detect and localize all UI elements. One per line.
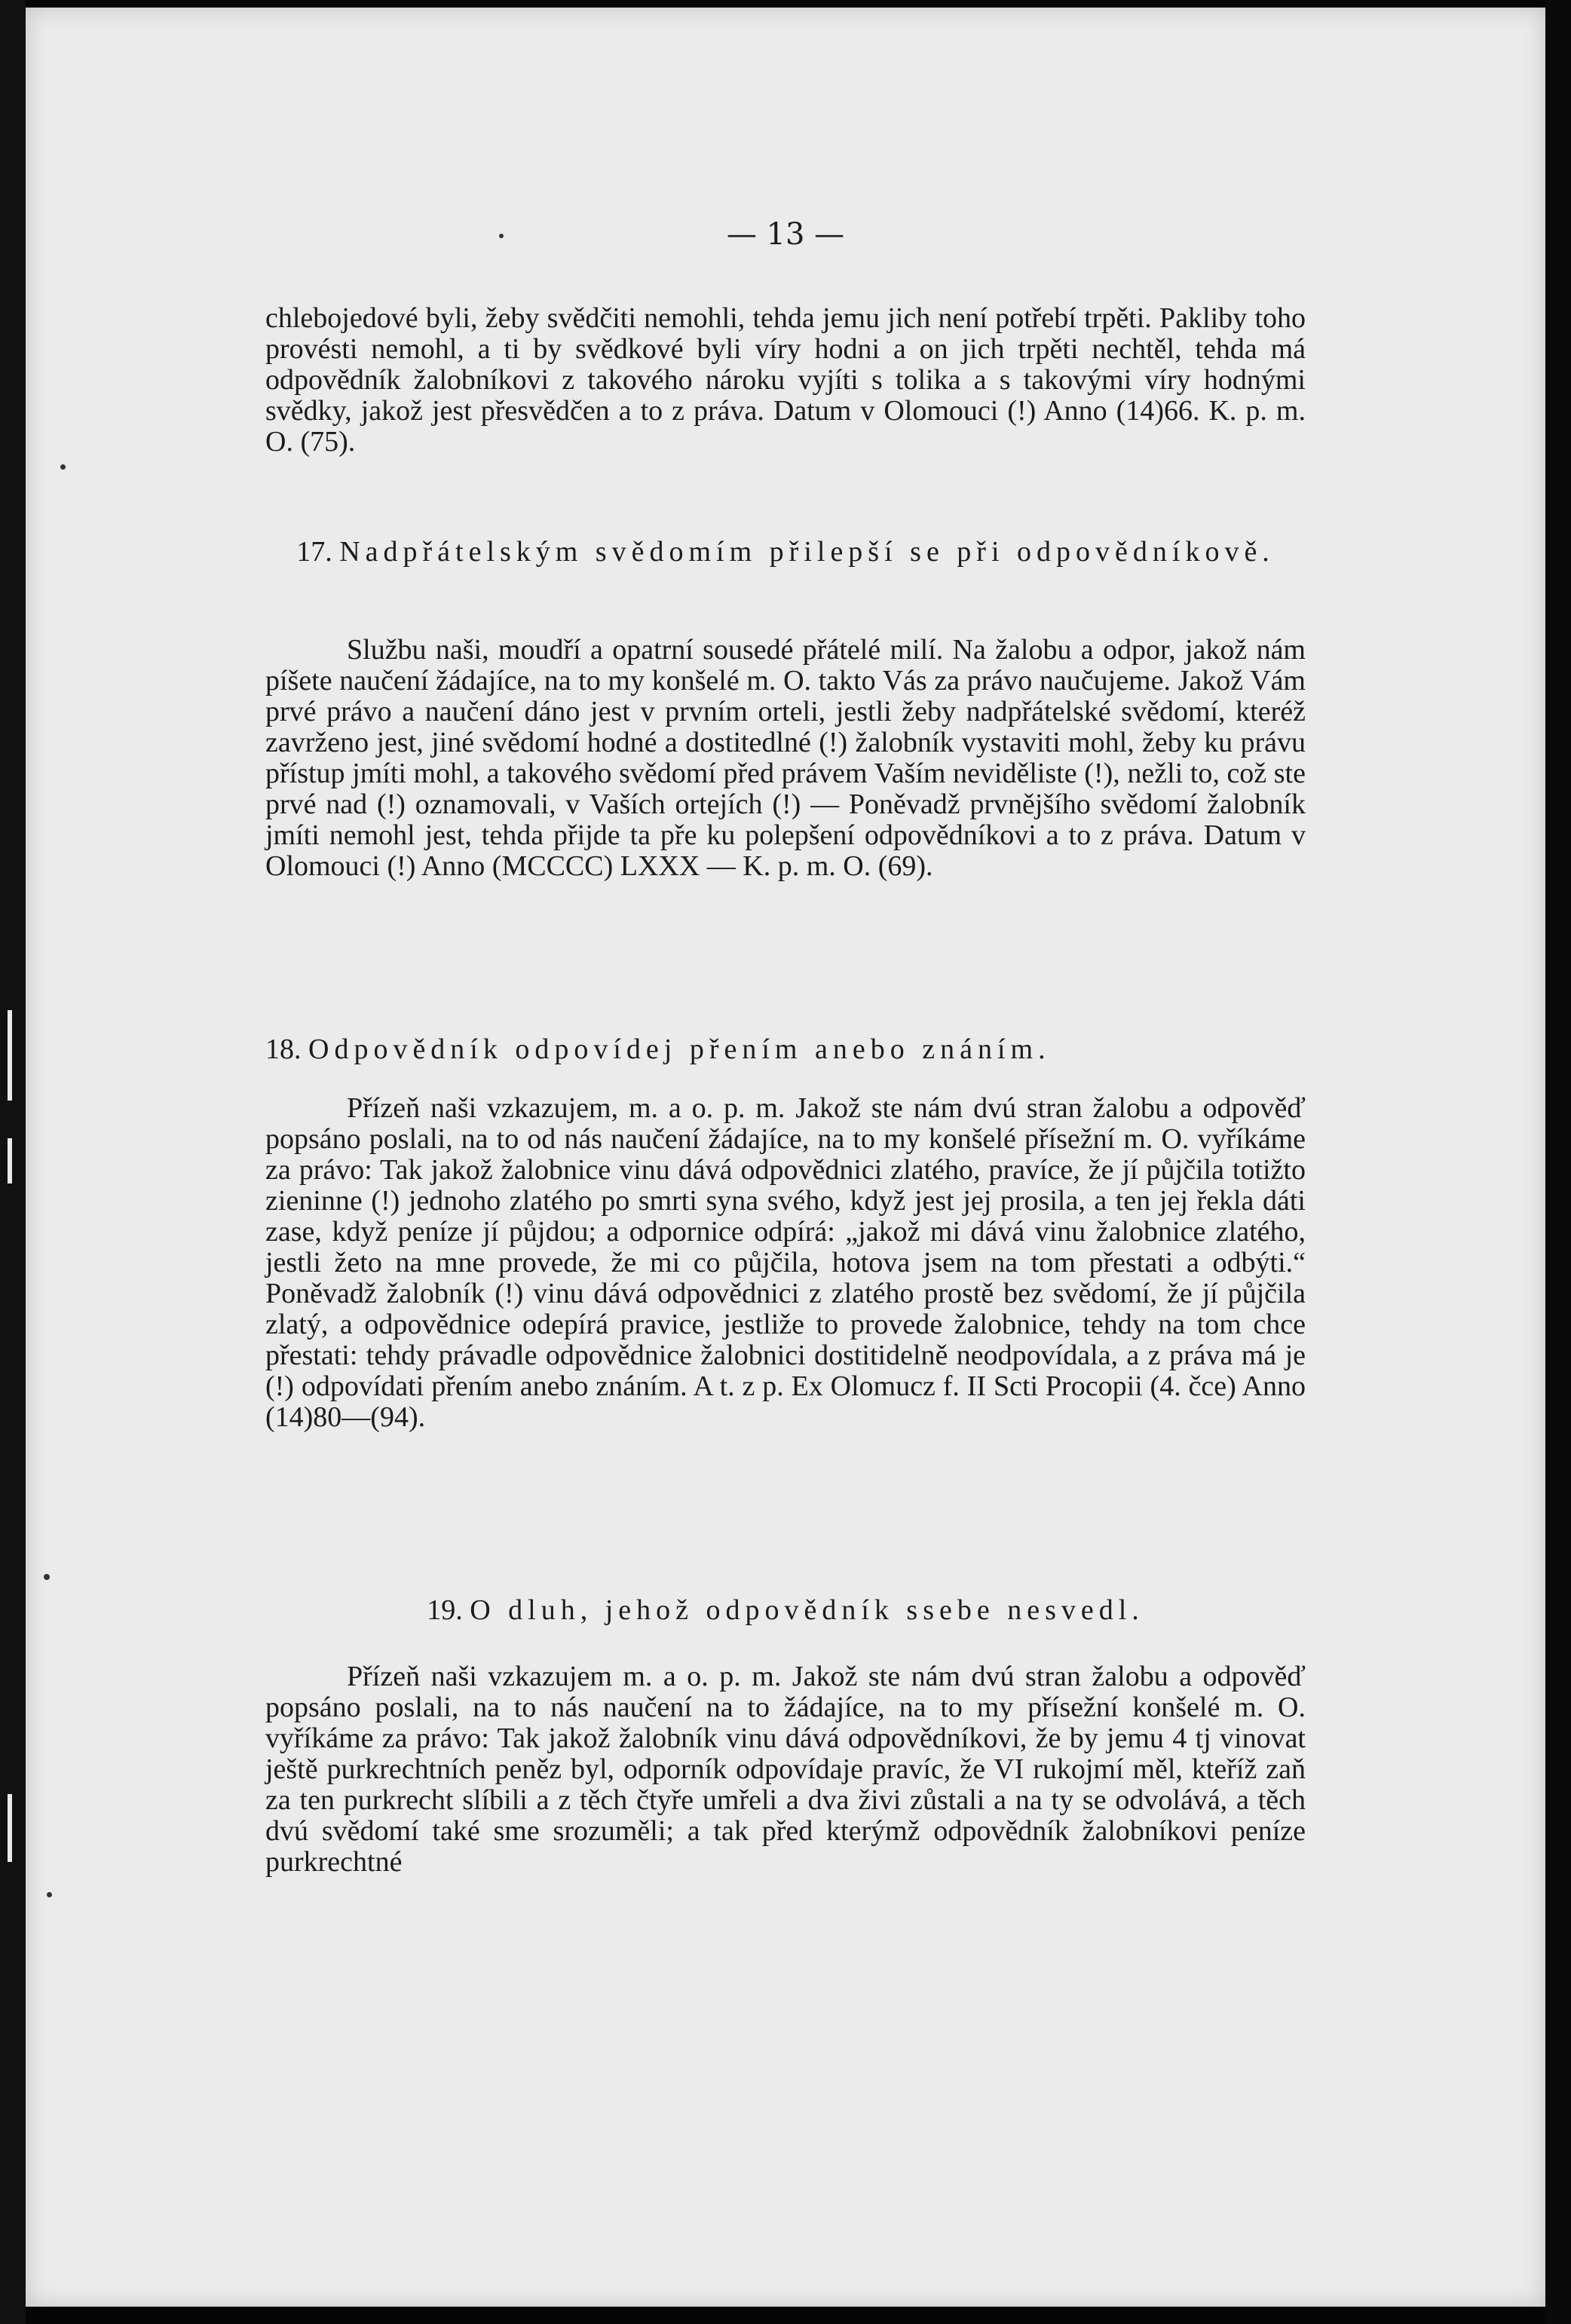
- print-speck: [60, 464, 66, 470]
- section-19-heading: [265, 1594, 1306, 1627]
- print-speck: [499, 234, 504, 238]
- paragraph-text: chlebojedové byli, žeby svědčiti nemohli, tehda jemu jich není potřebí trpěti. Pakliby toho provésti nemohl, a ti by svědkové byli víry hodni a on jich trpěti nechtěl, tehda má odpovědník žalobníkovi z takového nároku vyjíti s tolika a s takovými víry hodnými svědky, jakož jest přesvědčen a to z práva. Datum v Olomouci (!) Anno (14)66. K. p. m. O. (75).: [265, 302, 1306, 458]
- section-number: 19.: [427, 1594, 463, 1626]
- scan-artifact: [8, 1794, 12, 1862]
- scan-artifact: [8, 1010, 12, 1101]
- section-title: Odpovědník odpovídej přením anebo znáním.: [308, 1033, 1051, 1065]
- section-18-body: [265, 1093, 1306, 1433]
- book-page: [26, 8, 1545, 2307]
- print-speck: [44, 1574, 50, 1580]
- scan-left-edge: [0, 0, 26, 2324]
- section-17-body: [265, 635, 1306, 882]
- section-title: O dluh, jehož odpovědník ssebe nesvedl.: [470, 1594, 1144, 1626]
- section-18-heading: [265, 1033, 1306, 1066]
- scan-artifact: [8, 1138, 12, 1183]
- section-19-body: [265, 1661, 1306, 1878]
- section-number: 17.: [296, 536, 332, 568]
- scan-right-edge: [1545, 0, 1571, 2324]
- print-speck: [47, 1892, 52, 1897]
- section-body-text: Službu naši, moudří a opatrní sousedé přátelé milí. Na žalobu a odpor, jakož nám píšete naučení žádajíce, na to my konšelé m. O. takto Vás za právo naučujeme. Jakož Vám prvé právo a naučení dáno jest v prvním orteli, jestli žeby nadpřátelské svědomí, kteréž zavrženo jest, jiné svědomí hodné a dostitedlné (!) žalobník vystaviti mohl, žeby ku právu přístup jmíti mohl, a takového svědomí před právem Vaším neviděliste (!), nežli to, což ste prvé nad (!) oznamovali, v Vaších ortejích (!) — Poněvadž prvnějšího svědomí žalobník jmíti nemohl jest, tehda přijde ta pře ku polepšení odpovědníkovi a to z práva. Datum v Olomouci (!) Anno (MCCCC) LXXX — K. p. m. O. (69).: [265, 634, 1306, 882]
- section-body-text: Přízeň naši vzkazujem m. a o. p. m. Jakož ste nám dvú stran žalobu a odpověď popsáno poslali, na to nás naučení na to žádajíce, na to my přísežní konšelé m. O. vyříkáme za právo: Tak jakož žalobník vinu dává odpovědníkovi, že by jemu 4 tj vinovat ještě purkrechtních peněz byl, odporník odpovídaje pravíc, že VI rukojmí měl, kteříž zaň za ten purkrecht slíbili a z těch čtyře umřeli a dva živi zůstali a na ty se odvolává, a těch dvú svědomí také sme srozuměli; a tak před kterýmž odpovědník žalobníkovi peníze purkrechtné: [265, 1661, 1306, 1878]
- page-number: — 13 —: [726, 217, 845, 252]
- section-title: Nadpřátelským svědomím přilepší se při odpovědníkově.: [339, 536, 1275, 568]
- carryover-paragraph: [265, 303, 1306, 458]
- section-17-heading: [265, 535, 1306, 568]
- section-number: 18.: [265, 1033, 302, 1065]
- section-body-text: Přízeň naši vzkazujem, m. a o. p. m. Jakož ste nám dvú stran žalobu a odpověď popsáno poslali, na to od nás naučení žádajíce, na to my konšelé přísežní m. O. vyříkáme za právo: Tak jakož žalobnice vinu dává odpovědnici zlatého, pravíce, že jí půjčila totižto zieninne (!) jednoho zlatého po smrti syna svého, když jest jej prosila, a ten jej řekla dáti zase, když peníze jí půjdou; a odpornice odpírá: „jakož mi dává vinu žalobnice zlatého, jestli žeto na mne provede, že mi co půjčila, hotova jsem na tom přestati a odbýti.“ Poněvadž žalobník (!) vinu dává odpovědnici z zlatého prostě bez svědomí, že jí půjčila zlatý, a odpovědnice odepírá pravice, jestliže to provede žalobnice, tehdy na tom chce přestati: tehdy právadle odpovědnice žalobnici dostitidelně neodpovídala, a z práva má je (!) odpovídati přením anebo znáním. A t. z p. Ex Olomucz f. II Scti Procopii (4. čce) Anno (14)80—(94).: [265, 1092, 1306, 1433]
